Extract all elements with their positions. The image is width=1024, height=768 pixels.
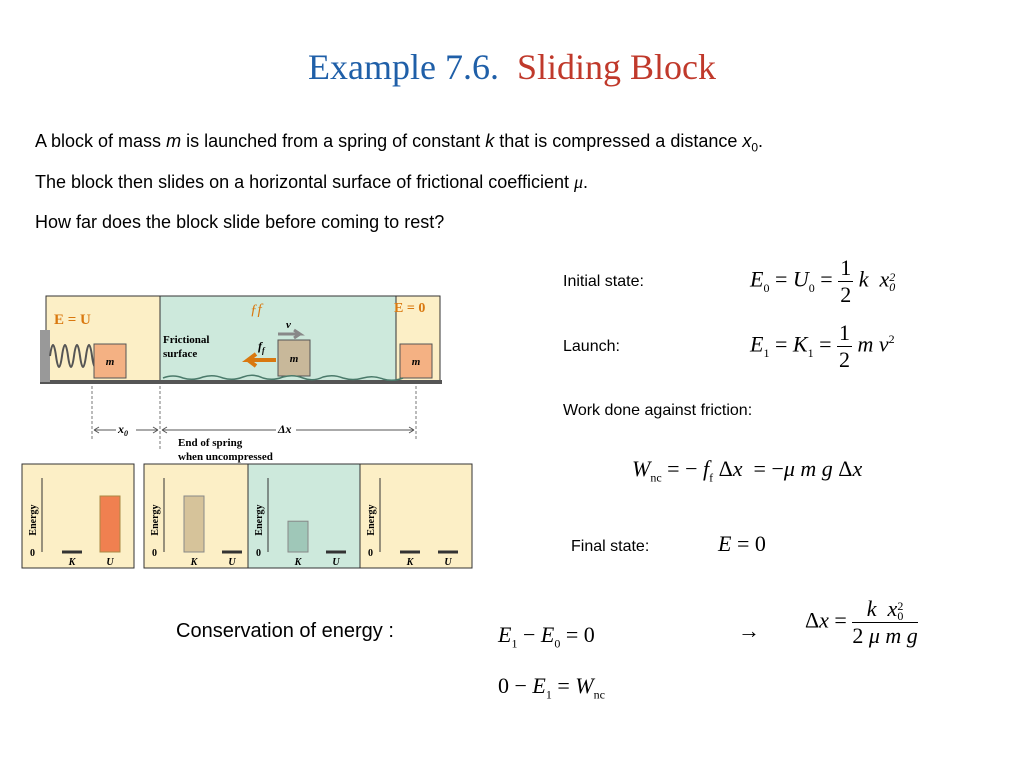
k-label: K [190, 557, 198, 568]
spring-note-2: when uncompressed [178, 451, 273, 463]
frictional-label-2: surface [163, 348, 198, 360]
implies-arrow: → [738, 618, 760, 643]
zero-label: 0 [256, 548, 261, 559]
energy-axis-label: Energy [254, 504, 265, 536]
u-label: U [106, 557, 114, 568]
x0-sub: 0 [124, 429, 128, 438]
u-label: U [332, 557, 340, 568]
text: is launched from a spring of constant [181, 131, 486, 151]
text: The block then slides on a horizontal surface of frictional coefficient [35, 172, 574, 192]
u-label: U [444, 557, 452, 568]
initial-state-equation: $E_0 = U_0$ = $\frac{1}{2}$ k x 2 0 [750, 255, 896, 307]
var-m: m [166, 131, 182, 151]
problem-line-1 [35, 131, 763, 155]
slide-title [0, 46, 1024, 88]
launch-equation: $E_1 = K_1$ = $\frac{1}{2}$ m $v^2$ [750, 320, 895, 372]
block-label: m [105, 356, 115, 368]
spring-note-1: End of spring [178, 437, 243, 449]
work-label: Work done against friction: [563, 402, 753, 419]
problem-line-2 [35, 172, 588, 193]
dx-label: Δx [278, 422, 292, 436]
wall [40, 330, 50, 382]
zero-label: 0 [30, 548, 35, 559]
energy-axis-label: Energy [28, 504, 39, 536]
zero-label: 0 [152, 548, 157, 559]
conservation-eq-2: $0 - E_1 = W_{nc}$ [498, 673, 605, 702]
var-x: x [742, 131, 752, 151]
f-label-sub: f [262, 346, 265, 355]
var-k: k [485, 131, 495, 151]
block-label: m [289, 353, 299, 365]
final-state-label: Final state: [571, 538, 650, 555]
bar-k [288, 521, 308, 552]
k-label: K [294, 557, 302, 568]
work-equation: $W_{nc}$ = − $f_f$ Δx = −μ m g Δx [632, 456, 863, 485]
ff-label: ƒf [250, 302, 262, 318]
energy-axis-label: Energy [366, 504, 377, 536]
energy-bar-panels [22, 464, 472, 568]
f-label-main: f [258, 339, 262, 353]
k-label: K [68, 557, 76, 568]
text: A block of mass [35, 131, 167, 151]
conservation-eq-1: $E_1 - E_0 = 0$ [498, 622, 595, 651]
k-label: K [406, 557, 414, 568]
text: . [583, 172, 589, 192]
frictional-label-1: Frictional [163, 334, 210, 346]
energy-axis-label: Energy [150, 504, 161, 536]
var-mu: μ [573, 172, 584, 192]
title-name: Sliding Block [516, 47, 716, 87]
launch-label: Launch: [563, 338, 620, 355]
final-state-equation: E = 0 [718, 531, 766, 556]
v-label: v [286, 319, 291, 331]
e-eq-0-label: E = 0 [394, 301, 426, 316]
sliding-block-figure [18, 290, 452, 580]
block-label: m [411, 356, 421, 368]
x0-main: x [118, 422, 124, 436]
sub-0: 0 [751, 140, 759, 155]
conservation-label: Conservation of energy : [176, 620, 394, 642]
problem-line-3: How far does the block slide before coming to rest? [35, 212, 445, 232]
bar-k [184, 496, 204, 552]
e-eq-u-label: E = U [54, 312, 91, 328]
bar-u [100, 496, 120, 552]
result-equation: Δx = k x 2 0 2 μ m g [805, 596, 918, 648]
u-label: U [228, 557, 236, 568]
title-prefix: Example 7.6. [308, 47, 499, 87]
text: . [758, 131, 764, 151]
initial-state-label: Initial state: [563, 273, 644, 290]
text: that is compressed a distance [494, 131, 743, 151]
zero-label: 0 [368, 548, 373, 559]
